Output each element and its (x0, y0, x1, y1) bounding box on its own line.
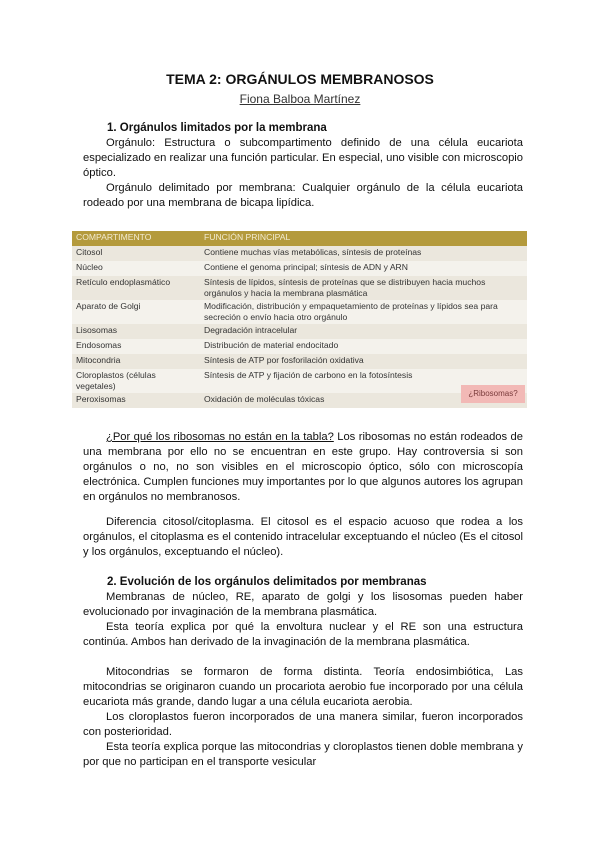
table-row (72, 393, 527, 408)
paragraph: Los cloroplastos fueron incorporados de una manera similar, fueron incorporados con posterioridad. (83, 711, 523, 738)
cell: Núcleo (72, 261, 200, 276)
citosol-text: Diferencia citosol/citoplasma. El citosol es el espacio acuoso que rodea a los orgánulos, el citoplasma es el contenido intracelular exceptuando el núcleo (Es el citosol y los orgánulos, exceptuando el núcleo). (83, 516, 523, 558)
paragraph: Membranas de núcleo, RE, aparato de golgi y los lisosomas pueden haber evolucionado por invaginación de la membrana plasmática. (83, 591, 523, 618)
section-1-heading: 1. Orgánulos limitados por la membrana (107, 122, 327, 134)
paragraph-organulo: Orgánulo: Estructura o subcompartimento definido de una célula eucariota especializado en realizar una función particular. En especial, uno visible con microscopio óptico. (83, 137, 523, 179)
paragraph: Esta teoría explica porque las mitocondrias y cloroplastos tienen doble membrana y por que no participan en el transporte vesicular (83, 741, 523, 768)
section-2-heading: 2. Evolución de los orgánulos delimitados por membranas (107, 576, 427, 588)
ribosomes-paragraph (83, 430, 523, 505)
citosol-paragraph (83, 515, 523, 560)
table-row (72, 354, 527, 369)
table-row (72, 369, 527, 393)
author-name: Fiona Balboa Martínez (239, 92, 361, 106)
table-row (72, 324, 527, 339)
cell: Endosomas (72, 339, 200, 354)
cell: Lisosomas (72, 324, 200, 339)
cell: Contiene el genoma principal; síntesis de ADN y ARN (200, 261, 527, 276)
table-row (72, 300, 527, 324)
cell: Oxidación de moléculas tóxicas (200, 393, 527, 408)
cell: Retículo endoplasmático (72, 276, 200, 300)
cell: Citosol (72, 246, 200, 261)
table-row (72, 246, 527, 261)
ribosomas-note: ¿Ribosomas? (461, 385, 525, 403)
cell: Síntesis de ATP y fijación de carbono en la fotosíntesis (200, 369, 527, 393)
paragraph: Esta teoría explica por qué la envoltura nuclear y el RE son una estructura continúa. Ambos han derivado de la invaginación de la membrana plasmática. (83, 621, 523, 648)
paragraph: Mitocondrias se formaron de forma distinta. Teoría endosimbiótica, Las mitocondrias se originaron cuando un procariota aerobio fue incorporado por una célula eucariota más grande, dando lugar a una célula eucariota aerobia. (83, 666, 523, 708)
cell: Síntesis de ATP por fosforilación oxidativa (200, 354, 527, 369)
cell: Modificación, distribución y empaquetamiento de proteínas y lípidos sea para secreción o envío hacia otro orgánulo (200, 300, 527, 324)
table-row (72, 339, 527, 354)
compartments-table (72, 231, 527, 408)
cell: Cloroplastos (células vegetales) (72, 369, 200, 393)
table-row (72, 261, 527, 276)
cell: Mitocondria (72, 354, 200, 369)
ribosomes-question: ¿Por qué los ribosomas no están en la tabla? (106, 431, 334, 443)
table-header: COMPARTIMENTO (72, 231, 200, 246)
cell: Peroxisomas (72, 393, 200, 408)
cell: Distribución de material endocitado (200, 339, 527, 354)
cell: Aparato de Golgi (72, 300, 200, 324)
cell: Síntesis de lípidos, síntesis de proteínas que se distribuyen hacia muchos orgánulos y hacia la membrana plasmática (200, 276, 527, 300)
ribosomes-answer: Los ribosomas no están rodeados de una membrana por ello no se encuentran en este grupo. Hay controversia si son orgánulos o no, no son visibles en el microscopio óptico, sólo con microscopía electrónica. Cumplen funciones muy importantes por lo que algunos autores los agrupan en orgánulos no membranosos. (83, 431, 523, 503)
cell: Contiene muchas vías metabólicas, síntesis de proteínas (200, 246, 527, 261)
paragraph-organulo-membrana: Orgánulo delimitado por membrana: Cualquier orgánulo de la célula eucariota rodeado por una membrana de bicapa lipídica. (83, 182, 523, 209)
section-1-body (83, 136, 523, 211)
cell: Degradación intracelular (200, 324, 527, 339)
section-2-body (83, 590, 523, 770)
page-title: TEMA 2: ORGÁNULOS MEMBRANOSOS (166, 71, 434, 87)
table-row (72, 276, 527, 300)
table-header: FUNCIÓN PRINCIPAL (200, 231, 527, 246)
